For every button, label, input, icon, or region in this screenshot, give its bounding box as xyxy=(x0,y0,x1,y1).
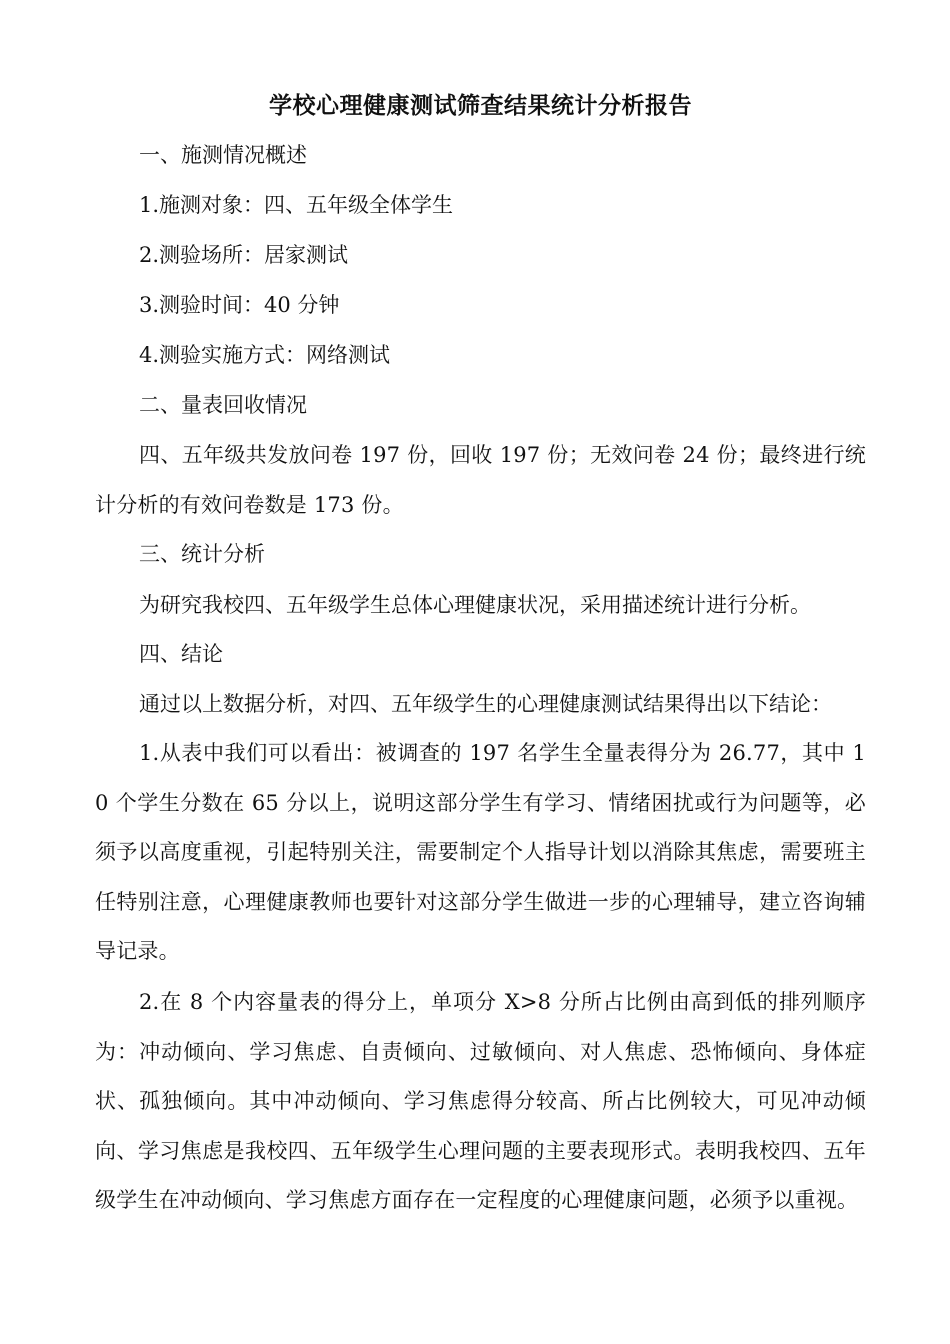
section-1-heading: 一、施测情况概述 xyxy=(139,143,307,167)
document-title: 学校心理健康测试筛查结果统计分析报告 xyxy=(269,92,692,119)
survey-duration: 3.测验时间：40 分钟 xyxy=(139,293,340,317)
conclusion-1-paragraph: 1.从表中我们可以看出：被调查的 197 名学生全量表得分为 26.77，其中 10 个学生分数在 65 分以上，说明这部分学生有学习、情绪困扰或行为问题等，必须予以高度重视，引起特别关注，需要制定个人指导计划以消除其焦虑，需要班主任特别注意，心理健康教师也要针对这部分学生做进一步的心理辅导，建立咨询辅导记录。 xyxy=(95,741,866,963)
questionnaire-recovery-paragraph: 四、五年级共发放问卷 197 份，回收 197 份；无效问卷 24 份；最终进行统计分析的有效问卷数是 173 份。 xyxy=(95,443,866,517)
conclusion-2-paragraph: 2.在 8 个内容量表的得分上，单项分 X>8 分所占比例由高到低的排列顺序为：冲动倾向、学习焦虑、自责倾向、过敏倾向、对人焦虑、恐怖倾向、身体症状、孤独倾向。其中冲动倾向、学习焦虑得分较高、所占比例较大，可见冲动倾向、学习焦虑是我校四、五年级学生心理问题的主要表现形式。表明我校四、五年级学生在冲动倾向、学习焦虑方面存在一定程度的心理健康问题，必须予以重视。 xyxy=(95,990,866,1212)
survey-method: 4.测验实施方式：网络测试 xyxy=(139,343,391,367)
statistical-analysis-paragraph: 为研究我校四、五年级学生总体心理健康状况，采用描述统计进行分析。 xyxy=(139,593,811,617)
survey-location: 2.测验场所：居家测试 xyxy=(139,243,349,267)
section-4-heading: 四、结论 xyxy=(139,642,223,666)
survey-subject: 1.施测对象：四、五年级全体学生 xyxy=(139,193,454,217)
section-2-heading: 二、量表回收情况 xyxy=(139,393,307,417)
conclusion-intro: 通过以上数据分析，对四、五年级学生的心理健康测试结果得出以下结论： xyxy=(139,692,832,716)
section-3-heading: 三、统计分析 xyxy=(139,542,265,566)
